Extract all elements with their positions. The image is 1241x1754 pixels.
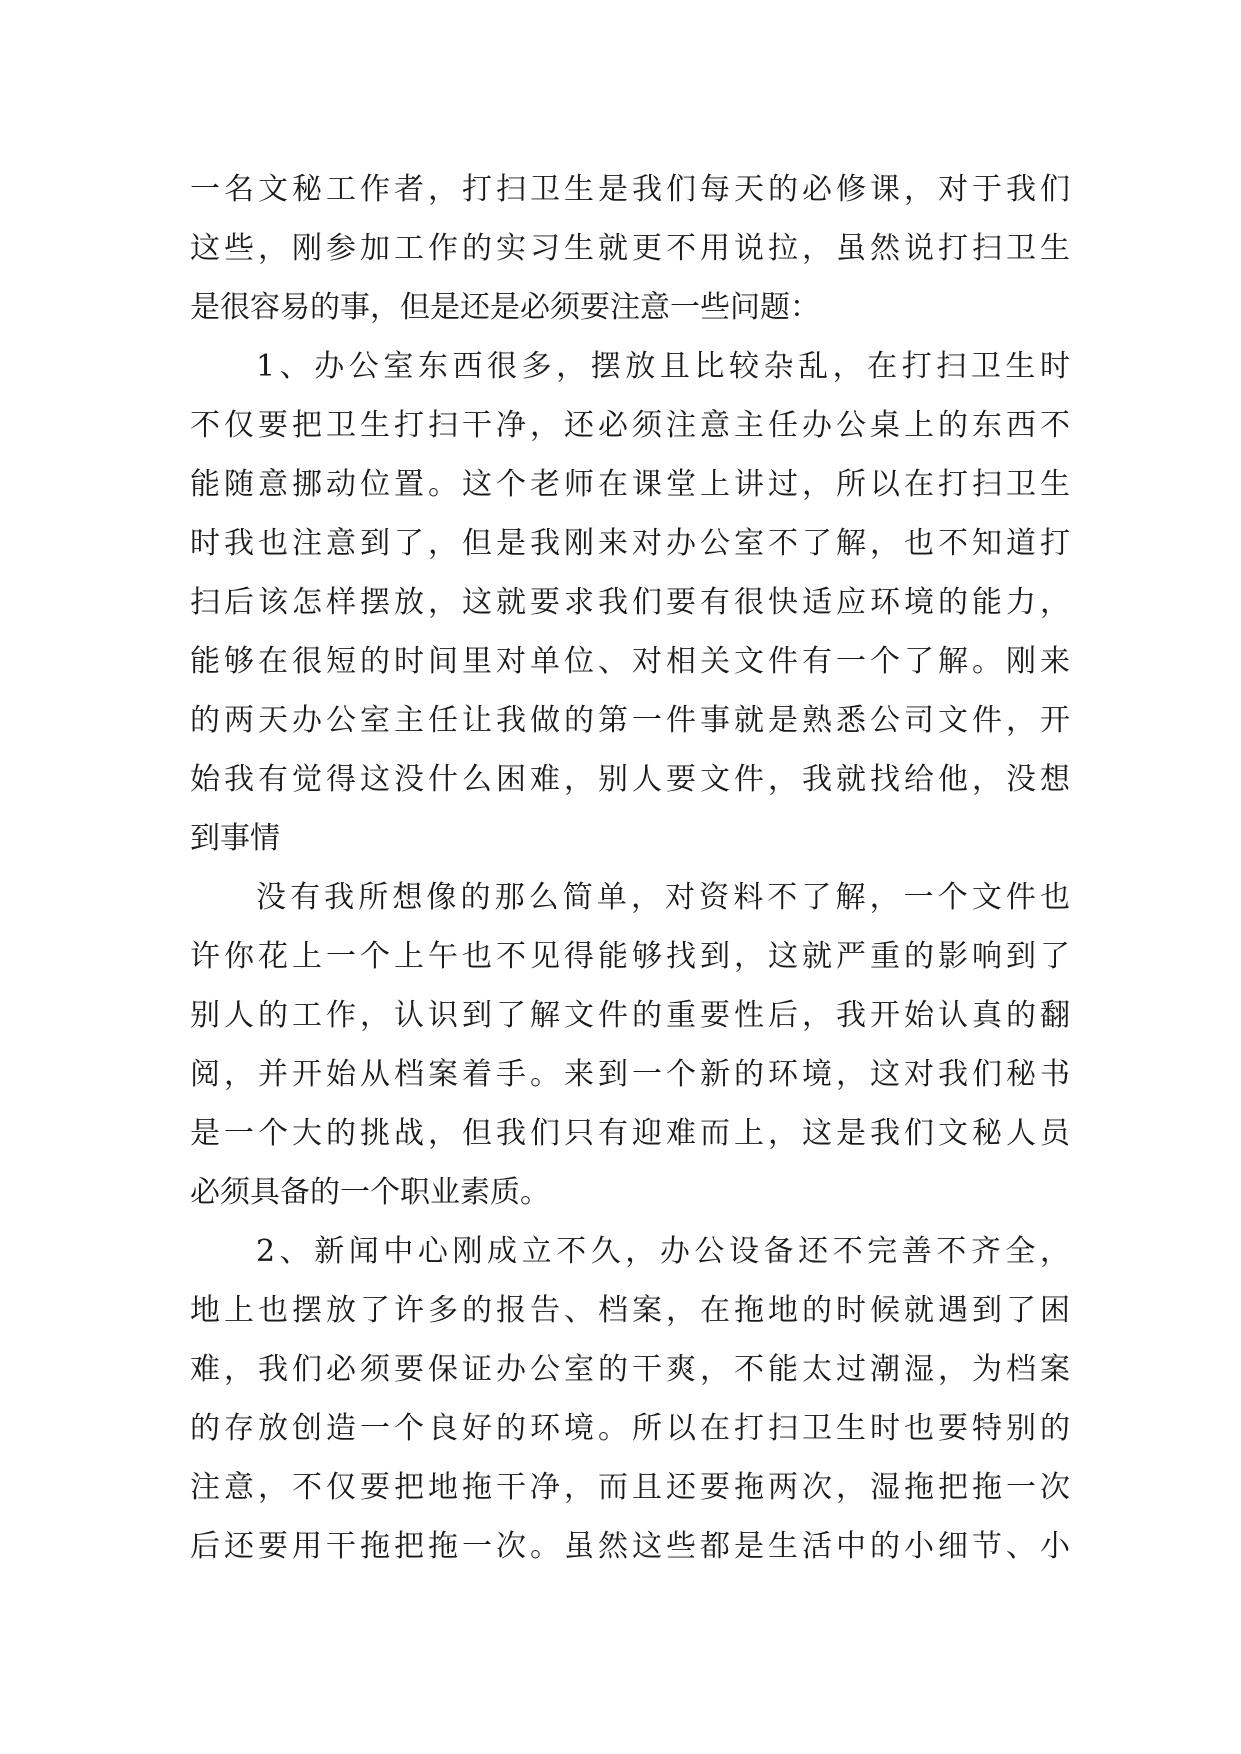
- text-line: 1、办公室东西很多，摆放且比较杂乱，在打扫卫生时: [256, 349, 1070, 384]
- text-line: 能随意挪动位置。这个老师在课堂上讲过，所以在打扫卫生: [190, 467, 1070, 502]
- text-line: 时我也注意到了，但是我刚来对办公室不了解，也不知道打: [190, 526, 1070, 561]
- text-line: 阅，并开始从档案着手。来到一个新的环境，这对我们秘书: [190, 1057, 1070, 1092]
- text-line: 这些，刚参加工作的实习生就更不用说拉，虽然说打扫卫生: [190, 231, 1070, 266]
- text-line: 是很容易的事，但是还是必须要注意一些问题：: [190, 290, 820, 325]
- text-line: 始我有觉得这没什么困难，别人要文件，我就找给他，没想: [190, 762, 1070, 797]
- text-line: 不仅要把卫生打扫干净，还必须注意主任办公桌上的东西不: [190, 408, 1070, 443]
- text-line: 地上也摆放了许多的报告、档案，在拖地的时候就遇到了困: [190, 1293, 1070, 1328]
- text-line: 的存放创造一个良好的环境。所以在打扫卫生时也要特别的: [190, 1411, 1070, 1446]
- text-line: 的两天办公室主任让我做的第一件事就是熟悉公司文件，开: [190, 703, 1070, 738]
- text-line: 是一个大的挑战，但我们只有迎难而上，这是我们文秘人员: [190, 1116, 1070, 1151]
- text-line: 没有我所想像的那么简单，对资料不了解，一个文件也: [256, 880, 1070, 915]
- text-line: 注意，不仅要把地拖干净，而且还要拖两次，湿拖把拖一次: [190, 1470, 1070, 1505]
- text-line: 2、新闻中心刚成立不久，办公设备还不完善不齐全，: [256, 1234, 1070, 1269]
- text-line: 别人的工作，认识到了解文件的重要性后，我开始认真的翻: [190, 998, 1070, 1033]
- text-line: 一名文秘工作者，打扫卫生是我们每天的必修课，对于我们: [190, 172, 1070, 207]
- text-line: 扫后该怎样摆放，这就要求我们要有很快适应环境的能力，: [190, 585, 1070, 620]
- document-body: [190, 160, 1070, 1576]
- text-line: 后还要用干拖把拖一次。虽然这些都是生活中的小细节、小: [190, 1529, 1070, 1564]
- text-line: 到事情: [190, 821, 280, 856]
- text-line: 能够在很短的时间里对单位、对相关文件有一个了解。刚来: [190, 644, 1070, 679]
- text-line: 必须具备的一个职业素质。: [190, 1175, 550, 1210]
- text-line: 难，我们必须要保证办公室的干爽，不能太过潮湿，为档案: [190, 1352, 1070, 1387]
- text-line: 许你花上一个上午也不见得能够找到，这就严重的影响到了: [190, 939, 1070, 974]
